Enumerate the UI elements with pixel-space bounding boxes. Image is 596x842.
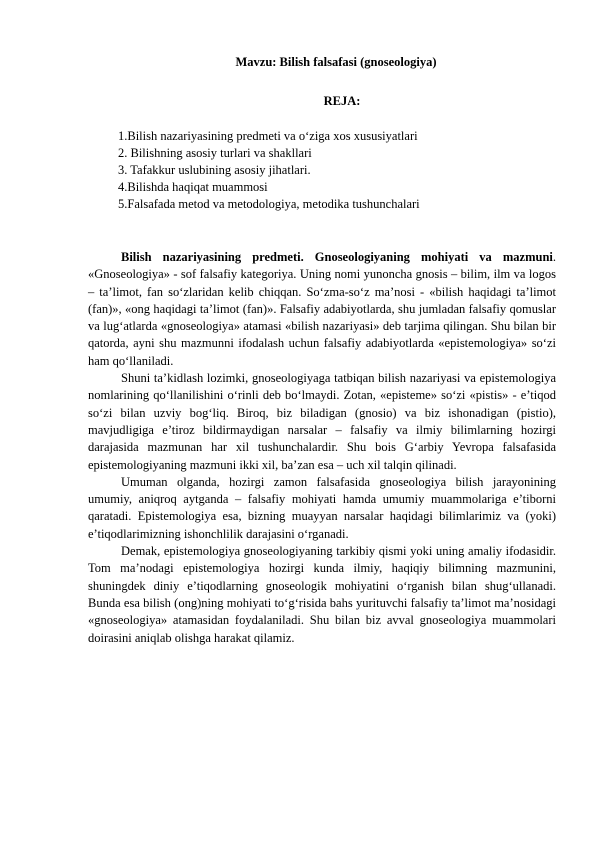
document-title: Mavzu: Bilish falsafasi (gnoseologiya) (235, 55, 437, 69)
paragraph-text: Umuman olganda, hozirgi zamon falsafasida gnoseologiya bilish jarayonining umumiy, aniqroq aytganda – falsafiy mohiyati hamda umumiy muammolariga e’tiborni qaratadi. Epistemologiya esa, bizning muayyan narsalar haqidagi bilimlarimiz va (yoki) e’tiqodlarimizning ishonchlilik darajasini o‘rganadi. (88, 474, 556, 541)
document-page (88, 54, 556, 647)
plan-heading: REJA: (323, 94, 361, 108)
plan-list (88, 128, 556, 213)
paragraph-bold-lead: Bilish nazariyasining predmeti. Gnoseologiyaning mohiyati va mazmuni (121, 250, 553, 264)
paragraph (88, 249, 556, 370)
paragraph (88, 370, 556, 474)
paragraph-text: . «Gnoseologiya» - sof falsafiy kategoriya. Uning nomi yunoncha gnosis – bilim, ilm va logos – ta’limot, fan so‘zlaridan kelib chiqqan. So‘zma-so‘z ma’nosi - «bilish haqidagi ta’limot (fan)», «ong haqidagi ta’limot (fan)». Falsafiy adabiyotlarda, shu jumladan falsafiy qomuslar va lug‘atlarda «gnoseologiya» atamasi «bilish nazariyasi» deb tarjima qilingan. Shu bilan bir qatorda, ayni shu mazmunni ifodalash uchun falsafiy adabiyotlarda «epistemologiya» so‘zi ham qo‘llaniladi. (88, 250, 556, 368)
paragraph-text: Shuni ta’kidlash lozimki, gnoseologiyaga tatbiqan bilish nazariyasi va epistemologiya nomlarining qo‘llanilishini o‘rinli deb bo‘lmaydi. Zotan, «episteme» so‘zi «pistis» - e’tiqod so‘zi bilan uzviy bog‘liq. Biroq, biz biladigan (gnosio) va biz ishonadigan (pistio), mavjudligiga e’tiroz bildirmaydigan narsalar – falsafiy va ilmiy bilimlarning hozirgi darajasida mazmunan har xil tushunchalardir. Shu bois G‘arbiy Yevropa falsafasida epistemologiyaning mazmuni ikki xil, ba’zan esa – uch xil talqin qilinadi. (88, 371, 556, 472)
paragraph (88, 474, 556, 543)
plan-item: 1.Bilish nazariyasining predmeti va o‘ziga xos xususiyatlari (118, 129, 418, 143)
paragraph (88, 543, 556, 647)
plan-item: 3. Tafakkur uslubining asosiy jihatlari. (118, 163, 311, 177)
paragraph-text: Demak, epistemologiya gnoseologiyaning tarkibiy qismi yoki uning amaliy ifodasidir. Tom ma’nodagi epistemologiya hozirgi kunda ilmiy, haqiqiy bilimning mazmunini, shuningdek diniy e’tiqodlarning gnoseologik mohiyatini o‘rganish bilan shug‘ullanadi. Bunda esa bilish (ong)ning mohiyati to‘g‘risida bahs yurituvchi falsafiy ta’limot ma’nosidagi «gnoseologiya» atamasidan foydalaniladi. Shu bilan biz avval gnoseologiya muammolari doirasini aniqlab olishga harakat qilamiz. (88, 544, 556, 645)
plan-item: 5.Falsafada metod va metodologiya, metodika tushunchalari (118, 197, 420, 211)
plan-item: 2. Bilishning asosiy turlari va shakllari (118, 146, 312, 160)
document-body (88, 249, 556, 647)
plan-item: 4.Bilishda haqiqat muammosi (118, 180, 268, 194)
